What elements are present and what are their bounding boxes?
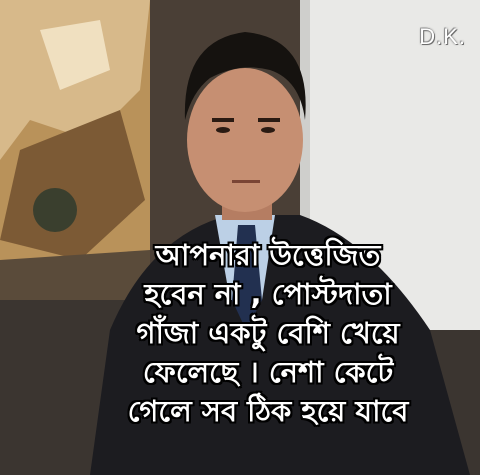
caption-line: হবেন না , পোস্টদাতা <box>144 277 392 311</box>
caption-line: গেলে সব ঠিক হয়ে যাবে <box>127 394 409 428</box>
caption-text <box>58 236 478 431</box>
watermark-text: D.K. <box>419 24 466 49</box>
caption-line: ফেলেছে । নেশা কেটে <box>142 355 394 389</box>
face <box>187 68 303 212</box>
caption-line: গাঁজা একটু বেশি খেয়ে <box>136 316 400 350</box>
caption-line: আপনারা উত্তেজিত <box>155 238 381 272</box>
